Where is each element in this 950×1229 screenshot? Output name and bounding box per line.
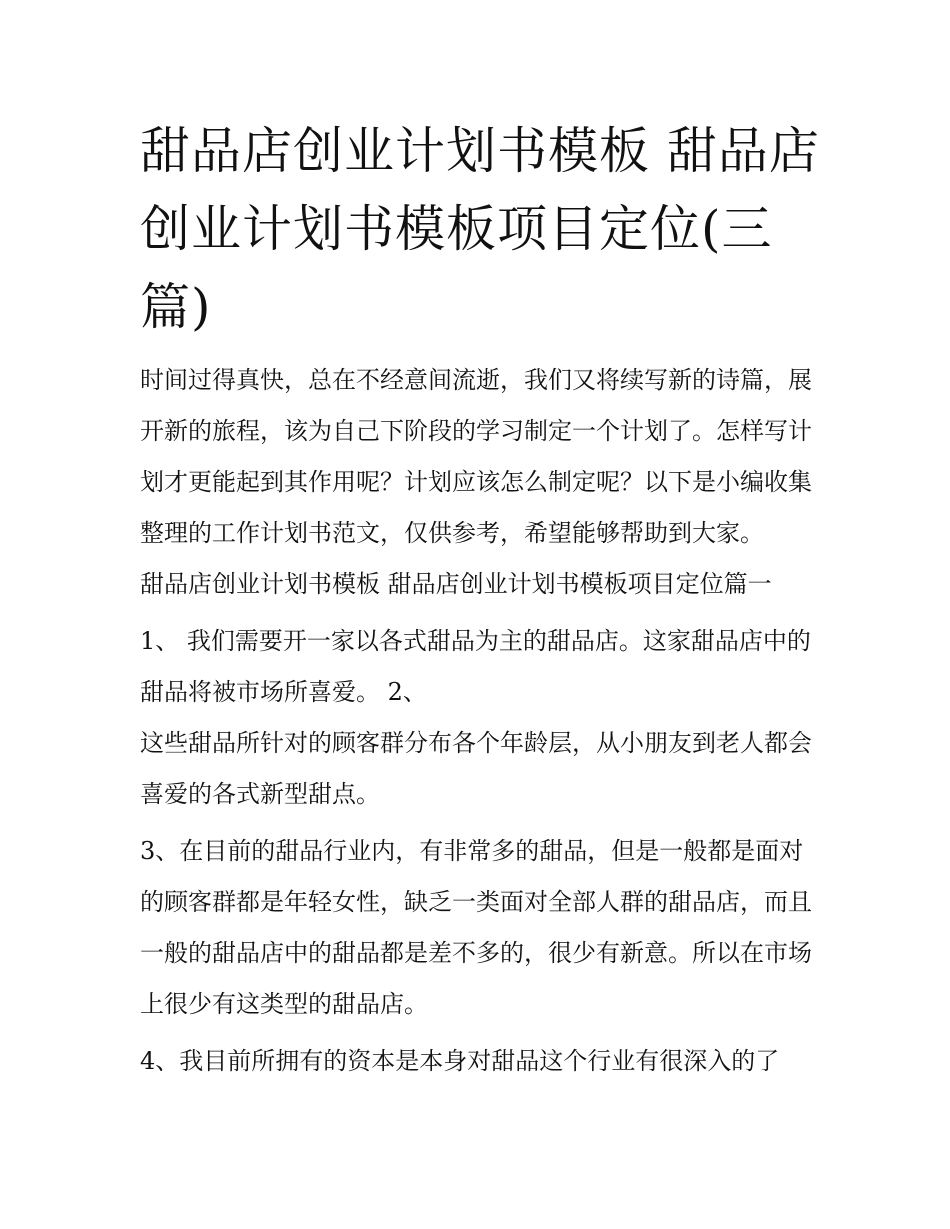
intro-paragraph: 时间过得真快，总在不经意间流逝，我们又将续写新的诗篇，展开新的旅程，该为自己下阶段的学习制定一个计划了。怎样写计划才更能起到其作用呢？计划应该怎么制定呢？以下是小编收集整理的工作计划书范文，仅供参考，希望能够帮助到大家。 [140, 366, 812, 547]
document-title: 甜品店创业计划书模板 甜品店创业计划书模板项目定位(三篇) [140, 122, 820, 336]
document-body [140, 355, 820, 1087]
section-heading: 甜品店创业计划书模板 甜品店创业计划书模板项目定位篇一 [140, 570, 772, 598]
item-4-paragraph: 4、我目前所拥有的资本是本身对甜品这个行业有很深入的了 [140, 1047, 780, 1075]
item-3-paragraph: 3、在目前的甜品行业内，有非常多的甜品，但是一般都是面对的顾客群都是年轻女性，缺乏一类面对全部人群的甜品店，而且一般的甜品店中的甜品都是差不多的，很少有新意。所以在市场上很少有这类型的甜品店。 [140, 837, 812, 1018]
item-1-paragraph: 1、 我们需要开一家以各式甜品为主的甜品店。这家甜品店中的甜品将被市场所喜爱。 2、 [140, 627, 811, 706]
item-2-paragraph: 这些甜品所针对的顾客群分布各个年龄层，从小朋友到老人都会喜爱的各式新型甜点。 [140, 729, 812, 808]
